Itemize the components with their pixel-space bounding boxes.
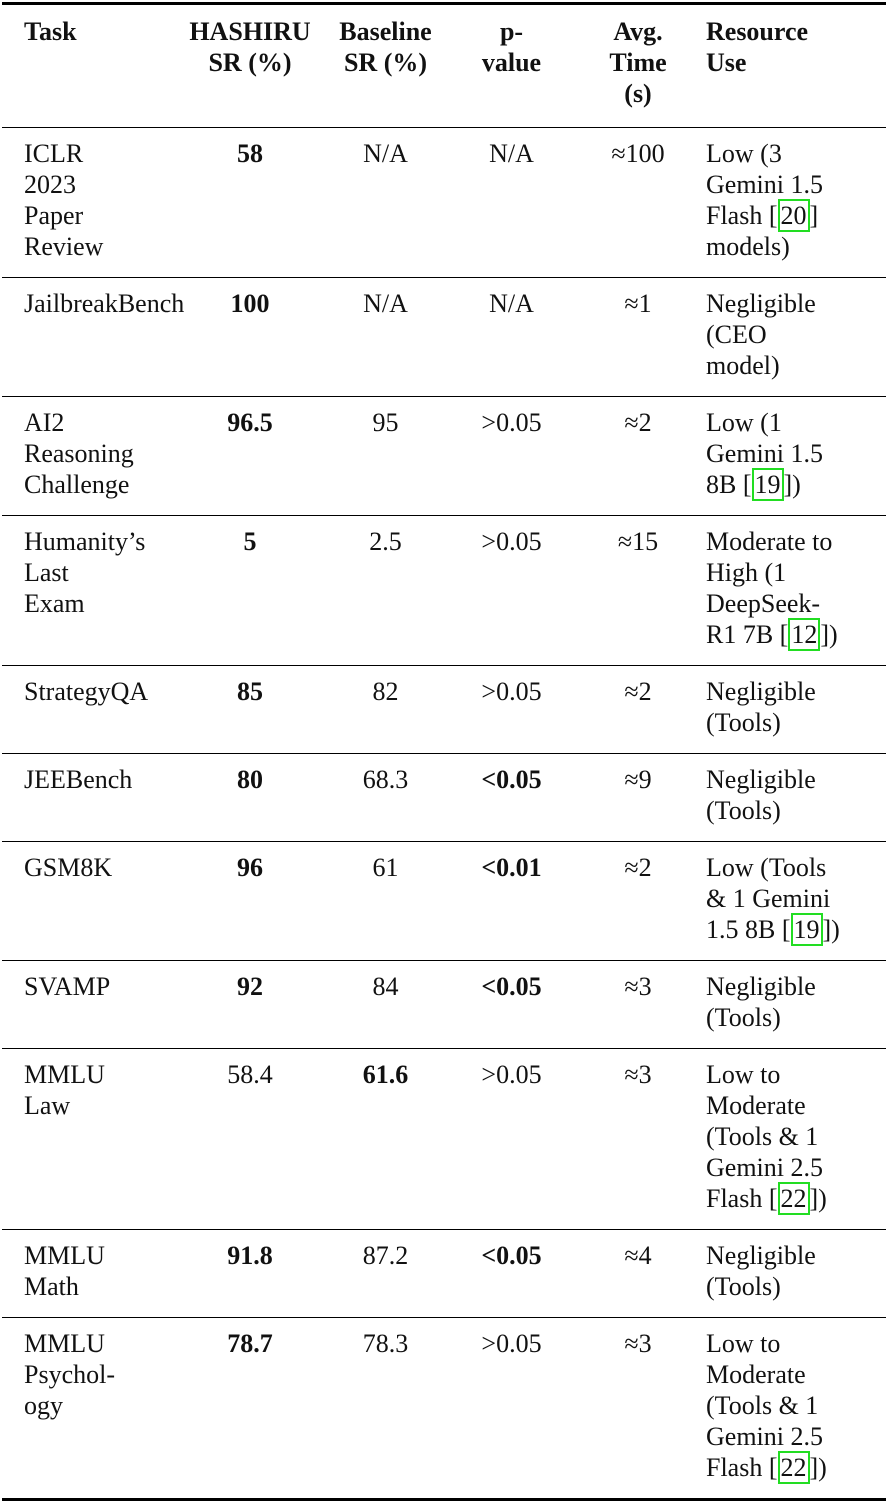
table-row (2, 128, 886, 278)
header-row (2, 4, 886, 128)
time-cell: ≈9 (624, 765, 652, 794)
baseline-cell: 87.2 (362, 1241, 409, 1270)
hashiru-cell: 80 (237, 765, 263, 794)
pvalue-cell: <0.01 (481, 853, 542, 882)
header-resource: Resource Use (706, 17, 809, 77)
resource-cell: Negligible (Tools) (706, 677, 816, 737)
pvalue-cell: >0.05 (481, 408, 542, 437)
pvalue-cell: >0.05 (481, 677, 542, 706)
header-task: Task (24, 17, 77, 46)
baseline-cell: N/A (363, 289, 408, 318)
citation-link[interactable]: 20 (778, 199, 810, 232)
resource-cell: Moderate to High (1 DeepSeek- R1 7B [ 12 ]) (706, 527, 838, 649)
task-cell: Humanity’s Last Exam (24, 527, 146, 618)
hashiru-cell: 85 (237, 677, 263, 706)
hashiru-cell: 92 (237, 972, 263, 1001)
citation-link[interactable]: 22 (778, 1451, 810, 1484)
baseline-cell: 95 (372, 408, 399, 437)
table-row (2, 961, 886, 1049)
resource-cell: Low (Tools & 1 Gemini 1.5 8B [ 19 ]) (706, 853, 840, 944)
task-cell: JailbreakBench (24, 289, 185, 318)
table-row (2, 1230, 886, 1318)
hashiru-cell: 58.4 (227, 1060, 273, 1089)
task-cell: AI2 Reasoning Challenge (24, 408, 134, 499)
table-row (2, 842, 886, 961)
pvalue-cell: <0.05 (481, 1241, 542, 1270)
results-table (2, 2, 886, 1501)
time-cell: ≈15 (617, 527, 659, 556)
hashiru-cell: 91.8 (227, 1241, 273, 1270)
resource-cell: Low (3 Gemini 1.5 Flash [ 20 ] models) (706, 139, 823, 261)
header-baseline: Baseline SR (%) (339, 17, 432, 77)
time-cell: ≈2 (624, 853, 652, 882)
time-cell: ≈4 (624, 1241, 652, 1270)
time-cell: ≈3 (624, 972, 652, 1001)
baseline-cell: 78.3 (362, 1329, 409, 1358)
time-cell: ≈2 (624, 408, 652, 437)
table-row (2, 516, 886, 666)
table-row (2, 754, 886, 842)
task-cell: StrategyQA (24, 677, 149, 706)
citation-link[interactable]: 19 (791, 913, 823, 946)
time-cell: ≈100 (611, 139, 665, 168)
pvalue-cell: >0.05 (481, 1060, 542, 1089)
citation-link[interactable]: 12 (788, 618, 820, 651)
hashiru-cell: 96.5 (227, 408, 273, 437)
task-cell: JEEBench (24, 765, 133, 794)
pvalue-cell: <0.05 (481, 972, 542, 1001)
task-cell: GSM8K (24, 853, 113, 882)
baseline-cell: 84 (372, 972, 399, 1001)
table-row (2, 397, 886, 516)
time-cell: ≈2 (624, 677, 652, 706)
header-pvalue: p- value (481, 17, 542, 77)
resource-cell: Negligible (Tools) (706, 765, 816, 825)
hashiru-cell: 78.7 (227, 1329, 273, 1358)
task-cell: MMLU Math (24, 1241, 105, 1301)
time-cell: ≈3 (624, 1329, 652, 1358)
resource-cell: Negligible (CEO model) (706, 289, 816, 380)
citation-link[interactable]: 19 (752, 468, 784, 501)
pvalue-cell: N/A (489, 139, 534, 168)
baseline-cell: 68.3 (362, 765, 409, 794)
task-cell: MMLU Psychol- ogy (24, 1329, 115, 1420)
resource-cell: Negligible (Tools) (706, 972, 816, 1032)
pvalue-cell: >0.05 (481, 527, 542, 556)
task-cell: ICLR 2023 Paper Review (24, 139, 104, 261)
time-cell: ≈1 (624, 289, 652, 318)
hashiru-cell: 5 (243, 527, 257, 556)
baseline-cell: 82 (372, 677, 399, 706)
resource-cell: Low to Moderate (Tools & 1 Gemini 2.5 Flash [ 22 ]) (706, 1329, 827, 1482)
header-hashiru: HASHIRU SR (%) (189, 17, 311, 77)
hashiru-cell: 100 (230, 289, 270, 318)
pvalue-cell: <0.05 (481, 765, 542, 794)
table-row (2, 666, 886, 754)
table-row (2, 1049, 886, 1230)
baseline-cell: 61.6 (362, 1060, 409, 1089)
citation-link[interactable]: 22 (778, 1182, 810, 1215)
pvalue-cell: N/A (489, 289, 534, 318)
resource-cell: Low (1 Gemini 1.5 8B [ 19 ]) (706, 408, 823, 499)
hashiru-cell: 96 (237, 853, 263, 882)
task-cell: MMLU Law (24, 1060, 105, 1120)
resource-cell: Negligible (Tools) (706, 1241, 816, 1301)
baseline-cell: 2.5 (369, 527, 402, 556)
resource-cell: Low to Moderate (Tools & 1 Gemini 2.5 Flash [ 22 ]) (706, 1060, 827, 1213)
hashiru-cell: 58 (237, 139, 263, 168)
pvalue-cell: >0.05 (481, 1329, 542, 1358)
baseline-cell: N/A (363, 139, 408, 168)
task-cell: SVAMP (24, 972, 111, 1001)
baseline-cell: 61 (372, 853, 399, 882)
time-cell: ≈3 (624, 1060, 652, 1089)
table-row (2, 278, 886, 397)
header-time: Avg. Time (s) (609, 17, 667, 108)
